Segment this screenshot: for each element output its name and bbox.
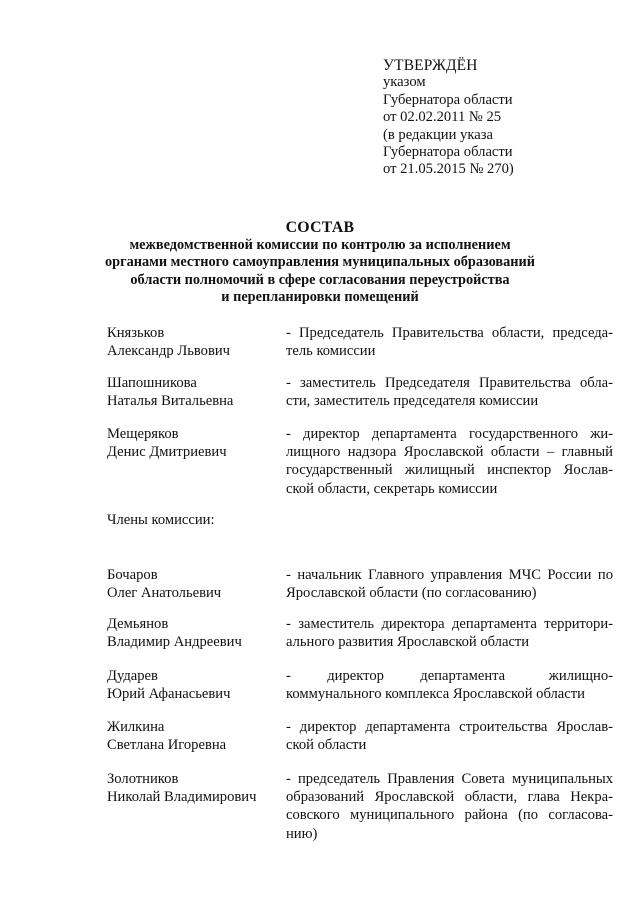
member-given-name: Николай Владимирович xyxy=(107,789,257,806)
member-role xyxy=(286,718,613,754)
member-role-line: ального развития Ярославской области xyxy=(286,634,530,651)
members-section-label: Члены комиссии: xyxy=(107,512,215,528)
member-role-line: - Председатель Правительства области, председа- xyxy=(286,325,613,341)
member-name xyxy=(107,770,287,806)
member-role-line: нию) xyxy=(286,825,318,842)
approval-title: УТВЕРЖДЁН xyxy=(383,57,478,74)
member-role-line: ской области, секретарь комиссии xyxy=(286,480,498,497)
member-role-line: совского муниципального района (по согласова- xyxy=(286,807,613,824)
member-role-line: - председатель Правления Совета муниципальных xyxy=(286,771,613,787)
member-given-name: Александр Львович xyxy=(107,343,231,360)
member-surname: Мещеряков xyxy=(107,426,179,442)
member-surname: Дударев xyxy=(107,668,158,684)
member-surname: Жилкина xyxy=(107,719,165,735)
member-role-line: - заместитель Председателя Правительства обла- xyxy=(286,375,613,391)
member-given-name: Наталья Витальевна xyxy=(107,393,234,410)
member-name xyxy=(107,374,287,410)
document-subtitle-line: органами местного самоуправления муниципальных образований xyxy=(104,254,536,271)
document-title: СОСТАВ xyxy=(285,219,355,236)
member-name xyxy=(107,718,287,754)
approval-line: (в редакции указа xyxy=(383,126,493,143)
member-surname: Князьков xyxy=(107,325,165,341)
member-role-line: - заместитель директора департамента территори- xyxy=(286,616,613,632)
member-role-line: сти, заместитель председателя комиссии xyxy=(286,393,539,410)
member-role xyxy=(286,425,613,498)
member-given-name: Денис Дмитриевич xyxy=(107,444,227,461)
approval-block xyxy=(383,57,623,179)
member-given-name: Светлана Игоревна xyxy=(107,737,227,754)
member-given-name: Владимир Андреевич xyxy=(107,634,242,651)
approval-line: от 21.05.2015 № 270) xyxy=(383,161,514,178)
document-subtitle-line: и перепланировки помещений xyxy=(221,289,419,306)
approval-line: Губернатора области xyxy=(383,91,513,108)
member-role-line: Ярославской области (по согласованию) xyxy=(286,585,537,602)
member-role-line: - директор департамента государственного жи- xyxy=(286,426,613,442)
member-name xyxy=(107,667,287,703)
approval-line: от 02.02.2011 № 25 xyxy=(383,109,502,126)
member-role xyxy=(286,770,613,843)
member-name xyxy=(107,425,287,461)
member-role xyxy=(286,566,613,602)
member-given-name: Юрий Афанасьевич xyxy=(107,686,231,703)
member-role xyxy=(286,324,613,360)
document-subtitle-line: области полномочий в сфере согласования переустройства xyxy=(130,271,510,288)
document-heading xyxy=(100,218,540,307)
approval-line: указом xyxy=(383,74,426,91)
member-name xyxy=(107,324,287,360)
approval-line: Губернатора области xyxy=(383,144,513,161)
member-role xyxy=(286,667,613,703)
document-subtitle-line: межведомственной комиссии по контролю за исполнением xyxy=(129,237,511,253)
member-role-line: - директор департамента жилищно- xyxy=(286,668,613,684)
member-name xyxy=(107,615,287,651)
member-surname: Демьянов xyxy=(107,616,169,632)
member-surname: Шапошникова xyxy=(107,375,197,391)
member-role-line: - начальник Главного управления МЧС России по xyxy=(286,567,613,583)
member-given-name: Олег Анатольевич xyxy=(107,585,222,602)
member-name xyxy=(107,566,287,602)
member-role-line: тель комиссии xyxy=(286,343,376,360)
member-surname: Золотников xyxy=(107,771,179,787)
member-role-line: ской области xyxy=(286,737,367,754)
member-role-line: образований Ярославской области, глава Некра- xyxy=(286,789,613,806)
member-role-line: коммунального комплекса Ярославской области xyxy=(286,686,585,703)
member-role-line: - директор департамента строительства Ярослав- xyxy=(286,719,613,735)
member-role-line: государственный жилищный инспектор Яослав- xyxy=(286,462,613,479)
member-role xyxy=(286,374,613,410)
member-role-line: лищного надзора Ярославской области – главный xyxy=(286,444,613,461)
member-surname: Бочаров xyxy=(107,567,158,583)
member-role xyxy=(286,615,613,651)
